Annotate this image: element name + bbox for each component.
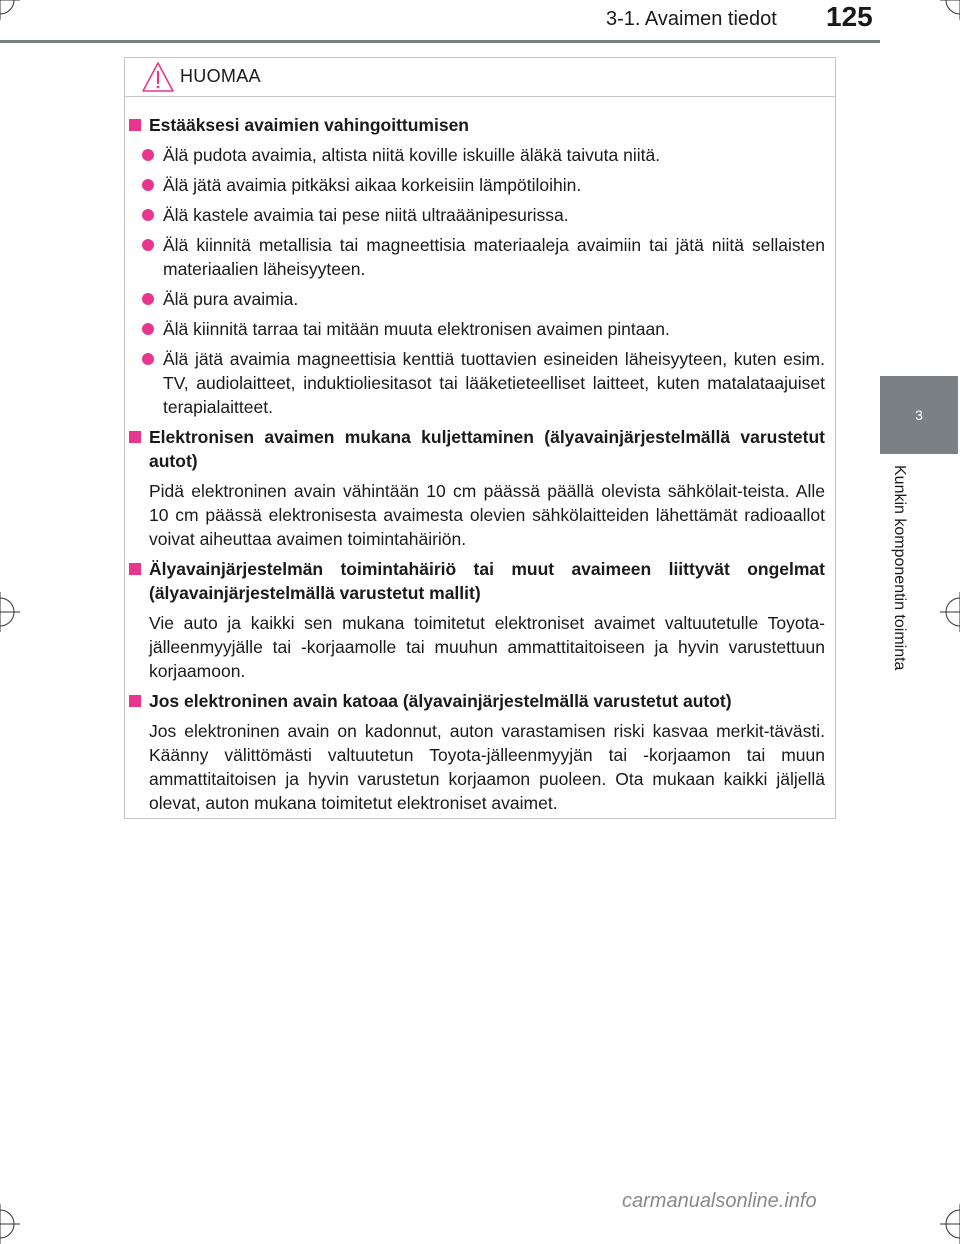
notice-title: HUOMAA — [180, 66, 261, 86]
list-item: Älä kiinnitä tarraa tai mitään muuta elektronisen avaimen pintaan. — [125, 317, 835, 341]
crop-mark-mid-left — [0, 592, 20, 632]
section-key-damage — [125, 113, 835, 419]
round-bullet-icon — [142, 353, 154, 365]
round-bullet-icon — [142, 239, 154, 251]
section-heading: Elektronisen avaimen mukana kuljettaminen (älyavainjärjestelmällä varustetut autot) — [125, 425, 835, 473]
square-bullet-icon — [129, 563, 141, 575]
section-heading: Jos elektroninen avain katoaa (älyavainjärjestelmällä varustetut autot) — [125, 689, 835, 713]
chapter-label-container — [880, 465, 920, 715]
section-text: Pidä elektroninen avain vähintään 10 cm päässä päällä olevista sähkölait-teista. Alle 10 cm päässä elektronisesta avaimesta olevien sähkölaitteiden lähettämät radioaallot voivat aiheuttaa avaimen toimintahäiriön. — [149, 481, 825, 549]
list-item: Älä jätä avaimia magneettisia kenttiä tuottavien esineiden läheisyyteen, kuten esim. TV, audiolaitteet, induktioliesitasot tai lääketieteelliset laitteet, kuten matalataajuiset terapialaitteet. — [125, 347, 835, 419]
round-bullet-icon — [142, 209, 154, 221]
section-heading: Estääksesi avaimien vahingoittumisen — [125, 113, 835, 137]
list-item: Älä jätä avaimia pitkäksi aikaa korkeisiin lämpötiloihin. — [125, 173, 835, 197]
round-bullet-icon — [142, 323, 154, 335]
round-bullet-icon — [142, 149, 154, 161]
list-item: Älä kastele avaimia tai pese niitä ultraäänipesurissa. — [125, 203, 835, 227]
section-lost-key — [125, 689, 835, 815]
notice-header — [125, 58, 835, 97]
notice-box — [124, 57, 836, 819]
square-bullet-icon — [129, 119, 141, 131]
chapter-tab — [880, 376, 958, 454]
crop-mark-top-right — [940, 0, 960, 20]
header-rule — [0, 40, 880, 43]
section-text: Vie auto ja kaikki sen mukana toimitetut elektroniset avaimet valtuutetulle Toyota-jälleenmyyjälle tai -korjaamolle tai muuhun ammattitaitoiseen ja hyvin varustettuun korjaamoon. — [149, 613, 825, 681]
list-item: Älä kiinnitä metallisia tai magneettisia materiaaleja avaimiin tai jätä niitä sellaisten materiaalien läheisyyteen. — [125, 233, 835, 281]
section-heading: Älyavainjärjestelmän toimintahäiriö tai muut avaimeen liittyvät ongelmat (älyavainjärjestelmällä varustetut mallit) — [125, 557, 835, 605]
chapter-label: Kunkin komponentin toiminta — [891, 465, 908, 671]
crop-mark-bottom-left — [0, 1204, 20, 1244]
list-item: Älä pura avaimia. — [125, 287, 835, 311]
round-bullet-icon — [142, 293, 154, 305]
notice-content — [125, 113, 835, 821]
watermark: carmanualsonline.info — [622, 1190, 817, 1212]
round-bullet-icon — [142, 179, 154, 191]
section-text: Jos elektroninen avain on kadonnut, auton varastamisen riski kasvaa merkit-tävästi. Käänny välittömästi valtuutetun Toyota-jälleenmyyjän tai -korjaamon tai muun ammattitaitoisen ja hyvin varustetun korjaamon puoleen. Ota mukaan kaikki jäljellä olevat, auton mukana toimitetut elektroniset avaimet. — [149, 721, 825, 813]
page-number: 125 — [826, 1, 873, 32]
square-bullet-icon — [129, 431, 141, 443]
crop-mark-mid-right — [940, 592, 960, 632]
crop-mark-bottom-right — [940, 1204, 960, 1244]
section-malfunction — [125, 557, 835, 683]
section-carrying-key — [125, 425, 835, 551]
section-title: 3-1. Avaimen tiedot — [606, 8, 777, 30]
list-item: Älä pudota avaimia, altista niitä koville iskuille äläkä taivuta niitä. — [125, 143, 835, 167]
chapter-number: 3 — [915, 407, 923, 423]
crop-mark-top-left — [0, 0, 20, 20]
warning-triangle-icon — [141, 61, 175, 93]
square-bullet-icon — [129, 695, 141, 707]
